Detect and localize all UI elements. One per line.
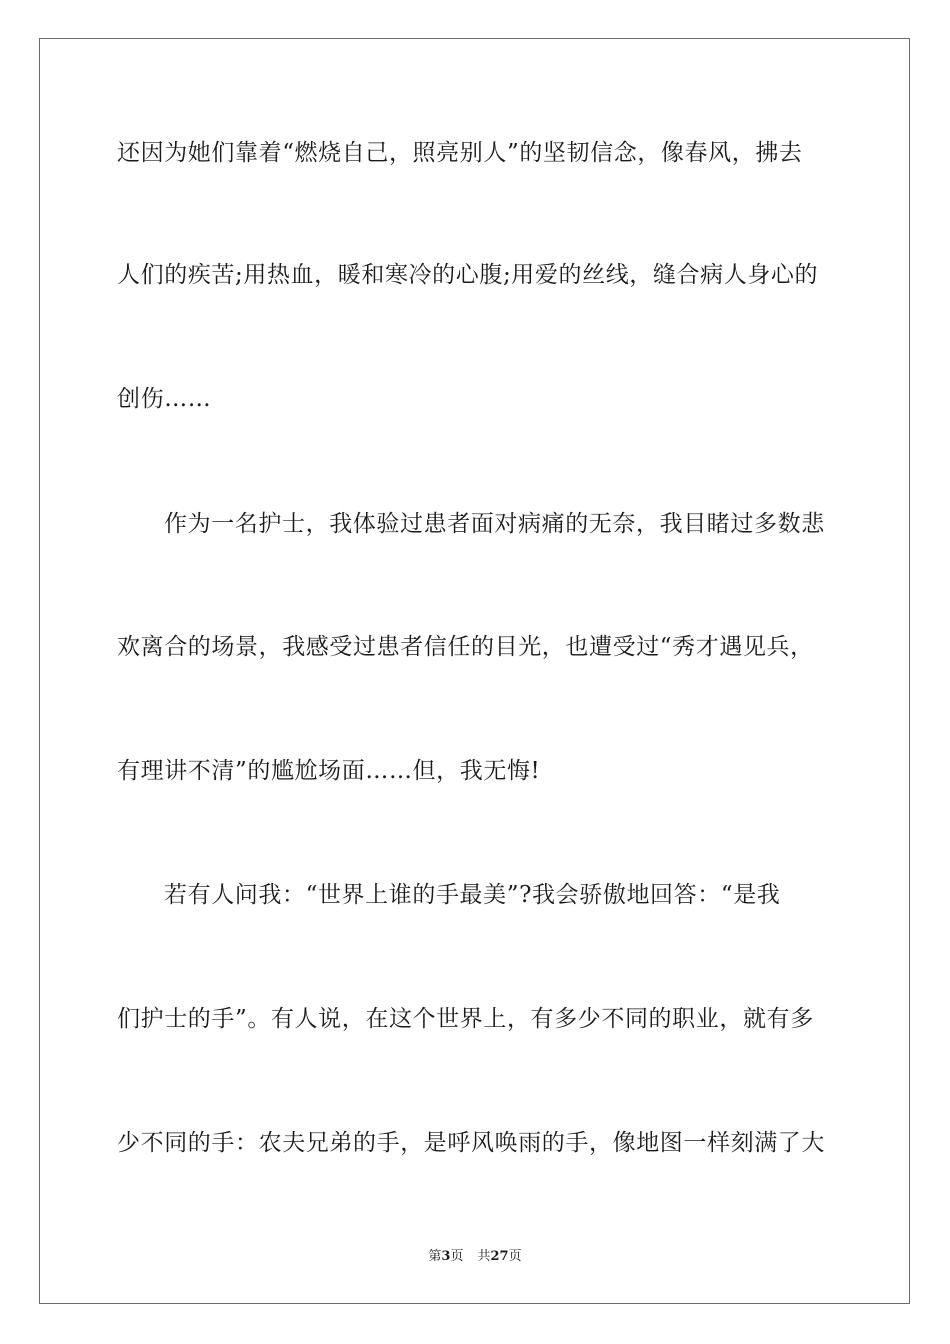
text-line: 创伤…… [117, 386, 212, 412]
paragraph-first-line: 若有人问我：“世界上谁的手最美”?我会骄傲地回答：“是我 [164, 882, 781, 908]
page-number: 3 [441, 1249, 451, 1264]
text-line: 们护士的手”。有人说，在这个世界上，有多少不同的职业，就有多 [117, 1006, 814, 1032]
page-prefix: 第 [428, 1249, 442, 1264]
total-pages: 27 [490, 1249, 509, 1264]
paragraph-first-line: 作为一名护士，我体验过患者面对病痛的无奈，我目睹过多数悲 [164, 511, 825, 537]
text-line: 少不同的手：农夫兄弟的手，是呼风唤雨的手，像地图一样刻满了大 [117, 1130, 825, 1156]
page-suffix: 页 [450, 1249, 464, 1264]
text-line: 有理讲不清”的尴尬场面……但，我无悔! [117, 758, 541, 784]
total-suffix: 页 [508, 1249, 522, 1264]
page-footer [0, 1248, 950, 1266]
text-line: 欢离合的场景，我感受过患者信任的目光，也遭受过“秀才遇见兵， [117, 634, 814, 660]
page-border [39, 38, 910, 1304]
text-line: 人们的疾苦;用热血，暖和寒冷的心腹;用爱的丝线，缝合病人身心的 [117, 262, 819, 288]
total-prefix: 共 [477, 1249, 491, 1264]
text-line: 还因为她们靠着“燃烧自己，照亮别人”的坚韧信念，像春风，拂去 [117, 140, 803, 166]
